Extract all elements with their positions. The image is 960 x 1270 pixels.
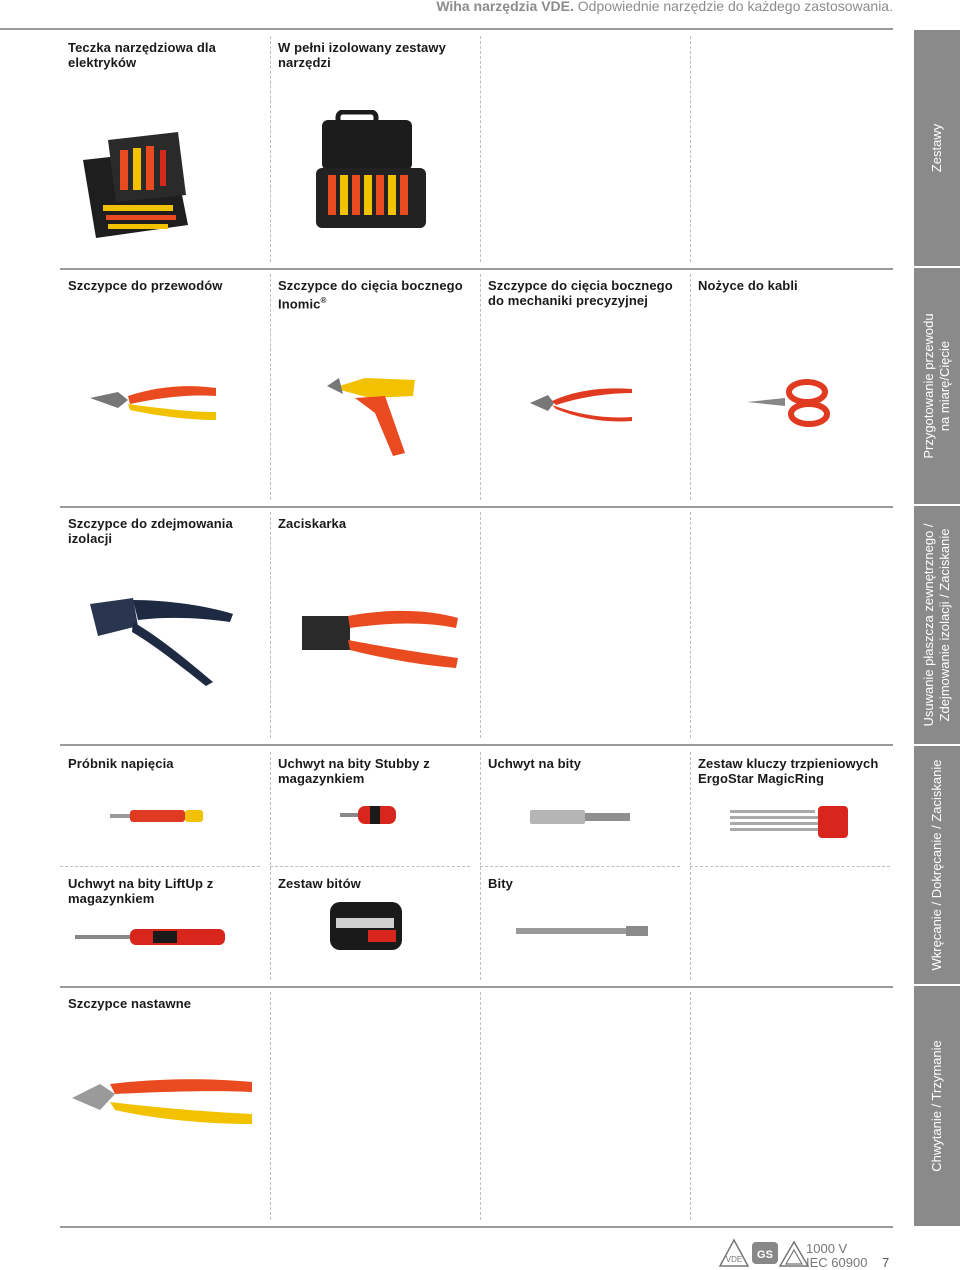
sidebar-label: Wkręcanie / Dokręcanie / Zaciskanie	[929, 759, 944, 971]
cell-precision-cutter[interactable]	[480, 268, 690, 506]
row-chwytanie	[60, 986, 893, 1228]
sidebar-tab-przygotowanie	[914, 268, 960, 504]
voltage-rating: 1000 V	[806, 1241, 848, 1256]
cell-zestaw-izolowany[interactable]	[270, 30, 480, 268]
bit-holder-image	[530, 808, 635, 826]
cell-zaciskarka[interactable]	[270, 506, 480, 744]
product-label: Zestaw bitów	[278, 876, 361, 891]
cell-empty	[690, 506, 900, 744]
product-label: Próbnik napięcia	[68, 756, 174, 771]
standard-rating: IEC 60900	[806, 1255, 868, 1268]
vde-mark-icon	[720, 1240, 748, 1266]
row-divider	[690, 866, 890, 867]
product-label: Szczypce do przewodów	[68, 278, 223, 293]
cell-empty	[480, 30, 690, 268]
product-label: Zaciskarka	[278, 516, 347, 531]
row-wkrecanie	[60, 746, 893, 988]
sidebar-label: Przygotowanie przewodu na miarę/Cięcie	[921, 313, 952, 459]
header-tagline: Odpowiednie narzędzie do każdego zastosowania.	[573, 0, 893, 14]
sidebar-label: Zestawy	[929, 123, 944, 173]
product-label: Nożyce do kabli	[698, 278, 798, 293]
bits-image	[516, 924, 651, 938]
cell-empty	[690, 30, 900, 268]
product-label: Uchwyt na bity	[488, 756, 582, 771]
cell-ergostar[interactable]	[690, 746, 900, 986]
product-label: Bity	[488, 876, 513, 891]
product-label: Uchwyt na bity LiftUp z magazynkiem	[68, 876, 214, 906]
cell-bity[interactable]	[480, 866, 690, 986]
stubby-holder-image	[340, 804, 400, 826]
registered-mark: ®	[320, 296, 327, 305]
cell-nozyce[interactable]	[690, 268, 900, 506]
cell-empty	[690, 986, 900, 1226]
sidebar-tab-chwytanie	[914, 986, 960, 1226]
cell-liftup[interactable]	[60, 866, 270, 986]
svg-text:GS: GS	[757, 1249, 773, 1261]
crimper-image	[300, 606, 460, 671]
cell-empty	[270, 986, 480, 1226]
wire-stripper-image	[88, 596, 238, 686]
header-brand: Wiha narzędzia VDE.	[436, 0, 574, 14]
sidebar-label: Usuwanie płaszcza zewnętrznego / Zdejmowanie izolacji / Zaciskanie	[921, 523, 952, 727]
gs-mark-icon	[752, 1242, 778, 1264]
precision-cutter-image	[528, 383, 633, 423]
product-label: Szczypce do cięcia bocznego Inomic®	[278, 278, 463, 312]
cell-stripper[interactable]	[60, 506, 270, 744]
row-usuwanie	[60, 506, 893, 746]
cell-empty	[480, 986, 690, 1226]
product-label: W pełni izolowany zestawy narzędzi	[278, 40, 446, 70]
certification-marks	[718, 1238, 868, 1268]
page-header	[436, 0, 893, 14]
tool-case-image	[78, 120, 228, 240]
cell-empty	[480, 506, 690, 744]
product-label: Szczypce nastawne	[68, 996, 192, 1011]
cable-scissors-image	[745, 378, 840, 428]
bit-set-image	[330, 902, 405, 952]
voltage-tester-image	[110, 808, 205, 824]
hex-key-set-image	[730, 804, 850, 844]
page-number: 7	[882, 1255, 890, 1270]
cell-szczypce-nastawne[interactable]	[60, 986, 270, 1226]
adjustable-pliers-image	[70, 1076, 255, 1126]
product-label: Szczypce do cięcia bocznego do mechaniki precyzyjnej	[488, 278, 673, 308]
row-zestawy	[60, 30, 893, 270]
cell-inomic[interactable]	[270, 268, 480, 506]
sidebar-tab-usuwanie	[914, 506, 960, 744]
liftup-holder-image	[75, 926, 230, 948]
sidebar-tab-wkrecanie	[914, 746, 960, 984]
product-label: Uchwyt na bity Stubby z magazynkiem	[278, 756, 430, 786]
sidebar-tab-zestawy	[914, 30, 960, 266]
wire-pliers-image	[88, 378, 218, 423]
product-label: Zestaw kluczy trzpieniowych ErgoStar MagicRing	[698, 756, 879, 786]
inomic-cutter-image	[325, 368, 425, 458]
tool-case-image	[310, 110, 430, 235]
cell-szczypce-przewodow[interactable]	[60, 268, 270, 506]
sidebar-label: Chwytanie / Trzymanie	[929, 1040, 944, 1172]
double-triangle-icon	[780, 1242, 808, 1266]
svg-text:VDE: VDE	[725, 1255, 743, 1264]
row-przygotowanie	[60, 268, 893, 508]
product-label: Teczka narzędziowa dla elektryków	[68, 40, 216, 70]
cell-zestaw-bitow[interactable]	[270, 866, 480, 986]
product-label: Szczypce do zdejmowania izolacji	[68, 516, 233, 546]
cell-teczka[interactable]	[60, 30, 270, 268]
